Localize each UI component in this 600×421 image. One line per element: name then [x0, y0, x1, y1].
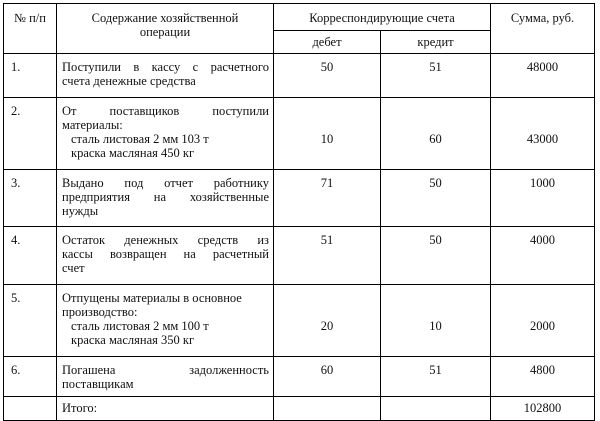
header-accounts: Корреспондирующие счета [274, 4, 491, 31]
table-row [4, 170, 595, 227]
row-number: 6. [4, 357, 57, 397]
row-description-line: нужды [62, 204, 99, 218]
row-debit: 10 [274, 98, 381, 170]
row-description-line: Отпущены материалы в основное [62, 291, 242, 305]
table-row [4, 54, 595, 98]
row-number: 5. [4, 285, 57, 357]
header-credit: кредит [381, 31, 491, 54]
total-sum: 102800 [491, 397, 595, 421]
row-description-line: материалы: [62, 118, 123, 132]
row-description-line: Погашена задолженность [62, 363, 269, 377]
row-credit: 51 [381, 54, 491, 98]
row-debit: 71 [274, 170, 381, 227]
header-number: № п/п [4, 4, 57, 54]
header-description-line1: Содержание хозяйственной [91, 11, 239, 25]
header-row [4, 4, 595, 31]
row-credit: 60 [381, 98, 491, 170]
header-description [57, 4, 274, 54]
row-number: 4. [4, 227, 57, 285]
row-description-line: поставщикам [62, 377, 134, 391]
accounting-entries-table [3, 3, 595, 421]
total-debit-cell [274, 397, 381, 421]
row-description-item: краска масляная 350 кг [71, 333, 195, 347]
row-description-line: кассы возвращен на расчетный [62, 247, 269, 261]
total-number-cell [4, 397, 57, 421]
row-description-line: производство: [62, 305, 138, 319]
header-sum: Сумма, руб. [491, 4, 595, 54]
row-debit: 51 [274, 227, 381, 285]
row-description [57, 285, 274, 357]
row-description-line: предприятия на хозяйственные [62, 190, 269, 204]
row-sum: 2000 [491, 285, 595, 357]
row-description-line: счета денежные средства [62, 74, 196, 88]
row-description [57, 357, 274, 397]
row-description-item: сталь листовая 2 мм 100 т [71, 319, 209, 333]
row-description-item: краска масляная 450 кг [71, 146, 195, 160]
row-debit: 20 [274, 285, 381, 357]
row-description-line: Поступили в кассу с расчетного [62, 60, 269, 74]
row-credit: 10 [381, 285, 491, 357]
row-credit: 50 [381, 227, 491, 285]
table-row [4, 227, 595, 285]
row-description [57, 54, 274, 98]
row-description-line: От поставщиков поступили [62, 104, 269, 118]
row-description-line: Выдано под отчет работнику [62, 176, 269, 190]
row-debit: 60 [274, 357, 381, 397]
header-debit: дебет [274, 31, 381, 54]
total-row [4, 397, 595, 421]
row-description-line: Остаток денежных средств из [62, 233, 269, 247]
row-description-item: сталь листовая 2 мм 103 т [71, 132, 209, 146]
row-description-line: счет [62, 261, 85, 275]
table-row [4, 285, 595, 357]
row-sum: 43000 [491, 98, 595, 170]
row-sum: 4800 [491, 357, 595, 397]
row-description [57, 170, 274, 227]
row-sum: 48000 [491, 54, 595, 98]
total-credit-cell [381, 397, 491, 421]
row-description [57, 98, 274, 170]
table-row [4, 98, 595, 170]
row-number: 1. [4, 54, 57, 98]
row-description [57, 227, 274, 285]
row-number: 3. [4, 170, 57, 227]
table-row [4, 357, 595, 397]
row-sum: 4000 [491, 227, 595, 285]
total-label: Итого: [57, 397, 274, 421]
row-credit: 50 [381, 170, 491, 227]
row-sum: 1000 [491, 170, 595, 227]
row-credit: 51 [381, 357, 491, 397]
header-description-line2: операции [139, 25, 191, 39]
row-debit: 50 [274, 54, 381, 98]
row-number: 2. [4, 98, 57, 170]
